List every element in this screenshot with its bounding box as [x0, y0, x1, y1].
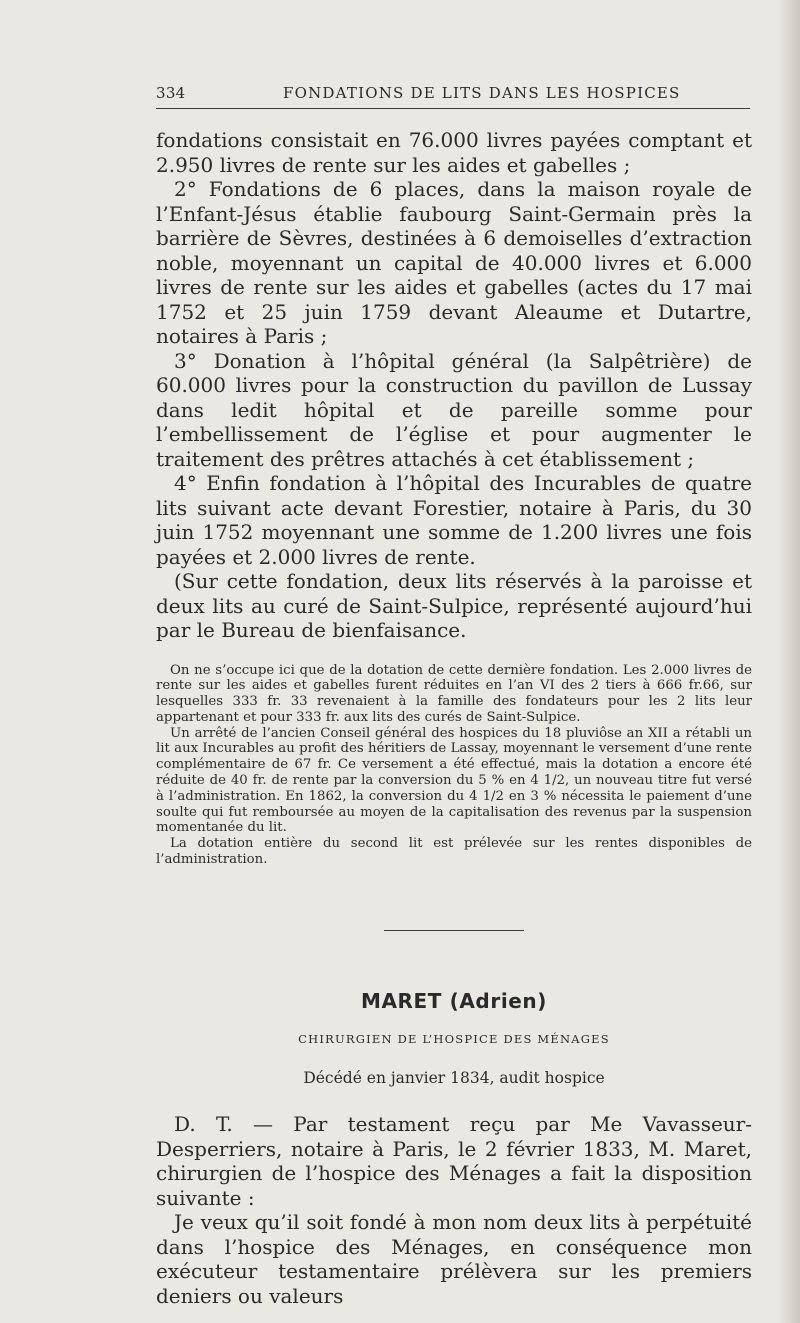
small-print-note	[156, 663, 752, 868]
paragraph-item-2: 2° Fondations de 6 places, dans la maison royale de l’Enfant-Jésus établie faubourg Saint-Germain près la barrière de Sèvres, destinées à 6 demoiselles d’extraction noble, moyennant un capital de 40.000 livres et 6.000 livres de rente sur les aides et gabelles (actes du 17 mai 1752 et 25 juin 1759 devant Aleaume et Dutartre, notaires à Paris ;	[156, 177, 752, 348]
section-death-note: Décédé en janvier 1834, audit hospice	[303, 1068, 605, 1087]
paragraph-item-4: 4° Enfin fondation à l’hôpital des Incurables de quatre lits suivant acte devant Forestier, notaire à Paris, du 30 juin 1752 moyennant une somme de 1.200 livres une fois payées et 2.000 livres de rente.	[156, 471, 752, 569]
header-rule	[156, 108, 750, 109]
note-paragraph: Un arrêté de l’ancien Conseil général des hospices du 18 pluviôse an XII a rétabli un lit aux Incurables au profit des héritiers de Lassay, moyennant le versement d’une rente complémentaire de 67 fr. Ce versement a été effectué, mais la dotation a encore été réduite de 40 fr. de rente par la conversion du 5 % en 4 1/2, un nouveau titre fut versé à l’administration. En 1862, la conversion du 4 1/2 en 3 % nécessita le paiement d’une soulte qui fut remboursée au moyen de la capitalisation des revenus par la suspension momentanée du lit.	[156, 725, 752, 836]
page-number: 334	[156, 84, 186, 102]
section-paragraph: D. T. — Par testament reçu par Me Vavasseur-Desperriers, notaire à Paris, le 2 février 1833, M. Maret, chirurgien de l’hospice des Ménages a fait la disposition suivante :	[156, 1112, 752, 1210]
paragraph-item-3: 3° Donation à l’hôpital général (la Salpêtrière) de 60.000 livres pour la construction du pavillon de Lussay dans ledit hôpital et de pareille somme pour l’embellissement de l’église et pour augmenter le traitement des prêtres attachés à cet établissement ;	[156, 348, 752, 471]
page-body	[156, 128, 752, 1308]
note-paragraph: La dotation entière du second lit est prélevée sur les rentes disponibles de l’administration.	[156, 836, 752, 868]
running-title: FONDATIONS DE LITS DANS LES HOSPICES	[283, 84, 681, 102]
paragraph-continuation: fondations consistait en 76.000 livres payées comptant et 2.950 livres de rente sur les aides et gabelles ;	[156, 128, 752, 177]
page-edge-shadow	[778, 0, 800, 1323]
section-divider	[384, 930, 524, 931]
paragraph-parenthetical: (Sur cette fondation, deux lits réservés à la paroisse et deux lits au curé de Saint-Sulpice, représenté aujourd’hui par le Bureau de bienfaisance.	[156, 569, 752, 642]
section-title: MARET (Adrien)	[360, 988, 548, 1013]
section-subtitle: CHIRURGIEN DE L’HOSPICE DES MÉNAGES	[298, 1032, 610, 1047]
note-paragraph: On ne s’occupe ici que de la dotation de cette dernière fondation. Les 2.000 livres de rente sur les aides et gabelles furent réduites en l’an VI des 2 tiers à 666 fr.66, sur lesquelles 333 fr. 33 revenaient à la famille des fondateurs pour les 2 lits leur appartenant et pour 333 fr. aux lits des curés de Saint-Sulpice.	[156, 662, 752, 725]
section-paragraph: Je veux qu’il soit fondé à mon nom deux lits à perpétuité dans l’hospice des Ménages, en conséquence mon exécuteur testamentaire prélèvera sur les premiers deniers ou valeurs	[156, 1210, 752, 1308]
section-body	[156, 1112, 752, 1308]
